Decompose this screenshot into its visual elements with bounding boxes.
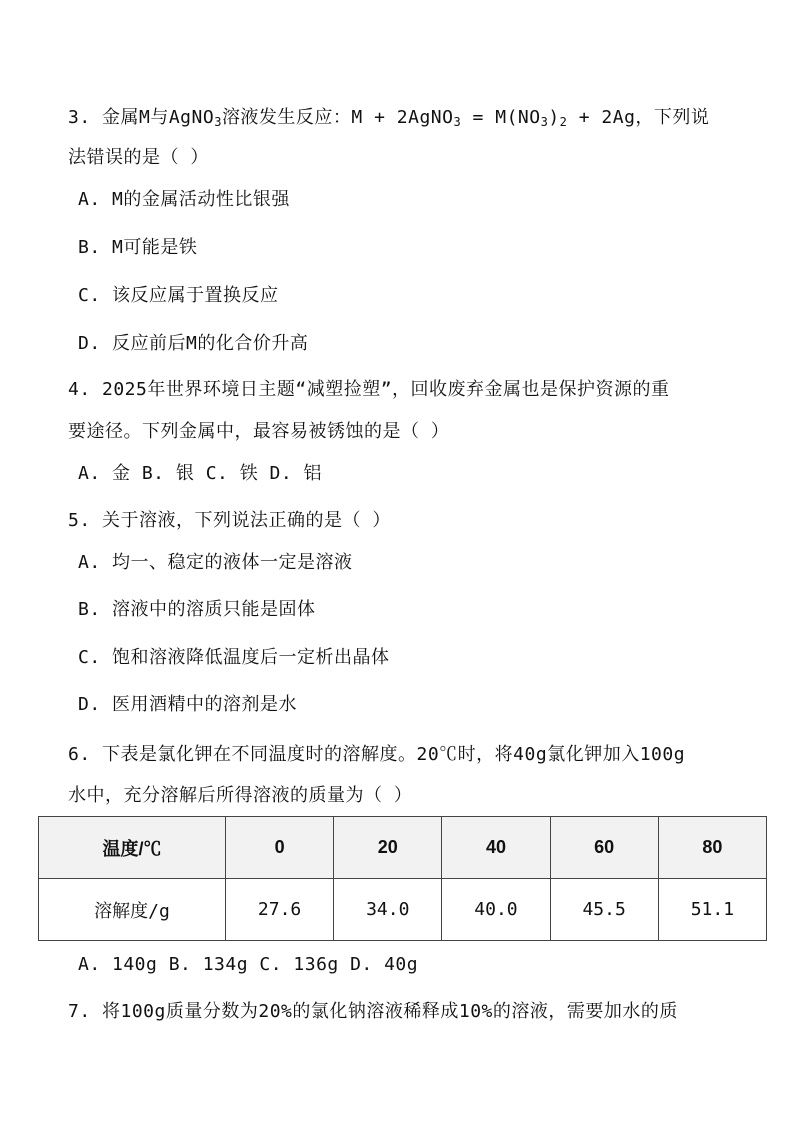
q3-option-b: B. M可能是铁 [78,237,198,258]
q3-subscript: 3 [214,115,222,129]
q4-stem-line2: 要途径。下列金属中，最容易被锈蚀的是（ ） [68,421,450,442]
table-header-cell: 温度/℃ [39,817,226,879]
table-header-cell: 80 [658,817,766,879]
table-cell: 51.1 [658,879,766,941]
q3-subscript: 2 [559,115,568,129]
solubility-table [38,816,767,941]
table-cell: 34.0 [334,879,442,941]
q3-stem-line2: 法错误的是（ ） [68,147,209,168]
q3-option-d: D. 反应前后M的化合价升高 [78,333,309,354]
q3-text: + 2Ag，下列说 [567,107,710,128]
table-cell: 溶解度/g [39,879,226,941]
q3-subscript: 3 [540,115,549,129]
q6-options: A. 140g B. 134g C. 136g D. 40g [78,954,419,975]
q7-stem-line1: 7. 将100g质量分数为20%的氯化钠溶液稀释成10%的溶液，需要加水的质 [68,1001,678,1022]
q5-option-a: A. 均一、稳定的液体一定是溶液 [78,552,353,573]
q3-text: ) [548,107,560,128]
q3-text: 3. 金属M与AgNO [68,107,215,128]
q3-subscript: 3 [453,115,462,129]
table-header-cell: 40 [442,817,550,879]
table-row [39,879,767,941]
q3-option-c: C. 该反应属于置换反应 [78,285,279,306]
q3-stem-line1 [68,106,709,130]
q4-stem-line1: 4. 2025年世界环境日主题“减塑捡塑”，回收废弃金属也是保护资源的重 [68,379,670,400]
q3-option-a: A. M的金属活动性比银强 [78,189,290,210]
q3-text: 溶液发生反应：M + 2AgNO [221,107,454,128]
table-cell: 27.6 [226,879,334,941]
table-header-cell: 60 [550,817,658,879]
table-cell: 45.5 [550,879,658,941]
table-header-row [39,817,767,879]
q5-option-b: B. 溶液中的溶质只能是固体 [78,599,316,620]
q3-text: = M(NO [461,107,541,128]
q5-option-c: C. 饱和溶液降低温度后一定析出晶体 [78,647,390,668]
q5-stem: 5. 关于溶液，下列说法正确的是（ ） [68,510,391,531]
table-cell: 40.0 [442,879,550,941]
table-header-cell: 0 [226,817,334,879]
table-header-cell: 20 [334,817,442,879]
q6-stem-line1: 6. 下表是氯化钾在不同温度时的溶解度。20℃时，将40g氯化钾加入100g [68,744,686,765]
q5-option-d: D. 医用酒精中的溶剂是水 [78,694,298,715]
q6-stem-line2: 水中，充分溶解后所得溶液的质量为（ ） [68,785,413,806]
q4-options: A. 金 B. 银 C. 铁 D. 铝 [78,463,323,484]
